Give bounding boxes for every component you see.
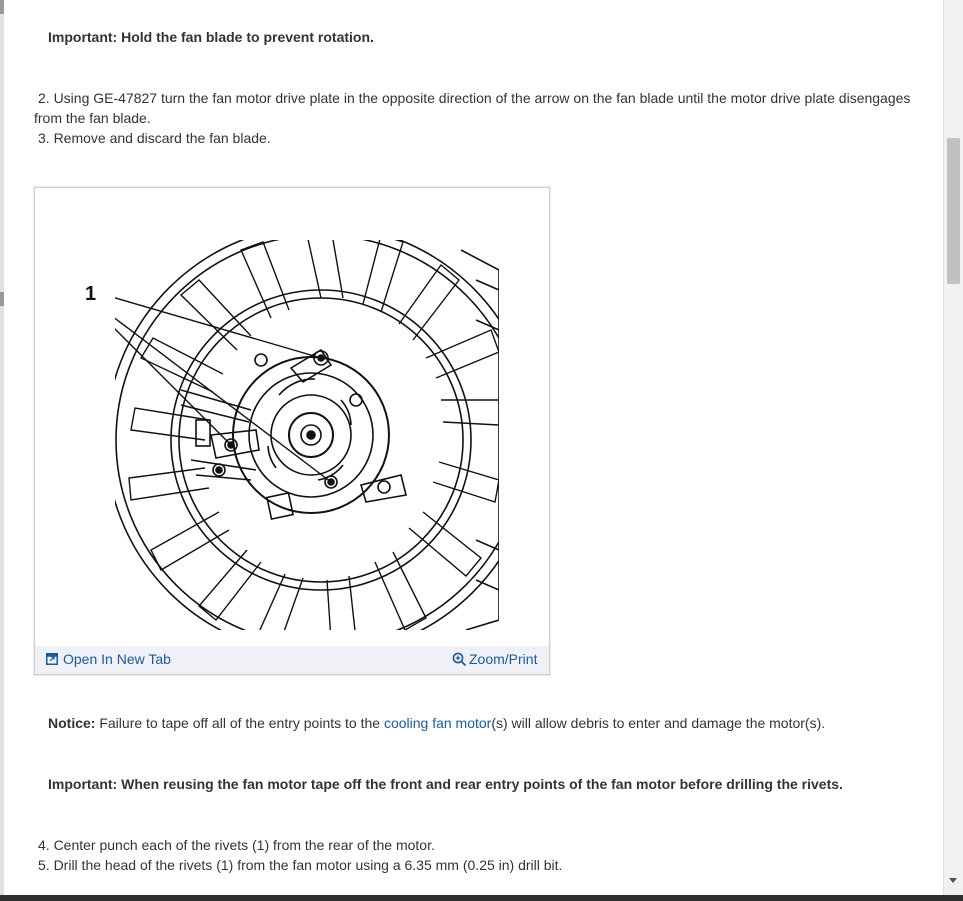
zoom-print-link[interactable]: [452, 651, 537, 667]
left-edge-marker: [0, 0, 4, 14]
zoom-print-label: Zoom/Print: [469, 651, 538, 667]
open-in-new-tab-label: Open In New Tab: [63, 651, 171, 667]
zoom-magnifier-icon: [452, 652, 467, 667]
scrollbar-thumb[interactable]: [947, 138, 960, 284]
cooling-fan-motor-link[interactable]: cooling fan motor: [383, 715, 492, 731]
important-label: Important:: [48, 29, 118, 45]
callout-1-label: 1: [85, 283, 97, 305]
important-note-2: [48, 774, 843, 794]
figure-toolbar: [35, 646, 549, 674]
open-in-new-tab-link[interactable]: [46, 651, 171, 667]
step-4: 4. Center punch each of the rivets (1) from the rear of the motor.: [38, 837, 435, 853]
open-in-new-tab-icon: [46, 653, 58, 665]
notice-text-after: (s) will allow debris to enter and damage the motor(s).: [491, 715, 826, 731]
important-text: Hold the fan blade to prevent rotation.: [121, 29, 374, 45]
important-2-label: Important:: [48, 776, 118, 792]
step-3: 3. Remove and discard the fan blade.: [38, 130, 271, 146]
step-5: 5. Drill the head of the rivets (1) from the fan motor using a 6.35 mm (0.25 in) drill bit.: [38, 857, 563, 873]
notice-paragraph: [48, 713, 825, 733]
step-2-line-2: from the fan blade.: [34, 110, 151, 126]
bottom-frame-bar: [0, 895, 963, 901]
important-note-1: [48, 27, 374, 47]
vertical-scrollbar[interactable]: [944, 0, 963, 895]
notice-text-before: Failure to tape off all of the entry points to the: [99, 715, 381, 731]
important-2-text: When reusing the fan motor tape off the front and rear entry points of the fan motor before drilling the rivets.: [121, 776, 843, 792]
fan-motor-illustration: [81, 240, 499, 630]
step-2-line-1: 2. Using GE-47827 turn the fan motor drive plate in the opposite direction of the arrow on the fan blade until the motor drive plate disengages: [38, 90, 911, 106]
left-window-edge: [0, 0, 4, 895]
left-edge-marker: [0, 292, 4, 306]
figure-panel: [34, 187, 550, 675]
scroll-down-arrow-icon[interactable]: [949, 878, 957, 883]
notice-label: Notice:: [48, 715, 96, 731]
